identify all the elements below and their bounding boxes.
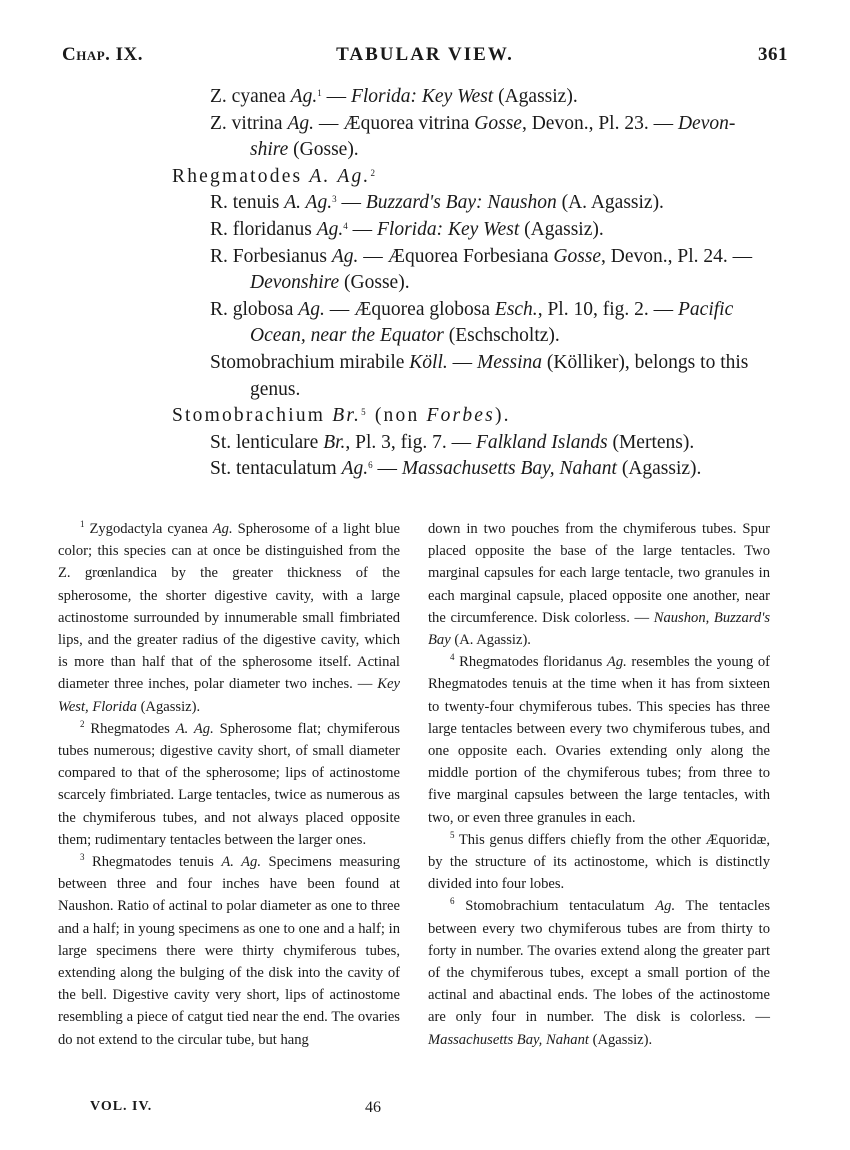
species-entry [210, 430, 694, 456]
text-run: (Gosse). [288, 139, 359, 161]
text-run: down in two pouches from the chymiferous tubes. Spur placed opposite the base of the large tentacles. Two marginal capsules for each large tentacle, two granules in each marginal capsule, placed opposite one another, near the circumference. Disk colorless. — [428, 521, 770, 626]
text-run: — [447, 352, 478, 373]
footnote-marker: 2 [370, 167, 378, 178]
italic-text: Naushon, Buzzard's Bay [428, 609, 771, 649]
text-run: R. Forbesianus [210, 245, 332, 267]
footnote-marker: 3 [80, 852, 85, 863]
italic-text: Gosse [474, 112, 522, 134]
italic-text: Ag. [298, 298, 325, 320]
italic-text: Ag. [606, 654, 627, 671]
footnote-marker: 2 [80, 718, 85, 729]
footnote [58, 518, 400, 718]
text-run: Specimens measuring between three and four inches have been found at Naushon. Ratio of actinal to polar diameter as one to three and a half; in young specimens as one to one and a half; in large specimens there were thirty chymiferous tubes, extending along the bulging of the disk into the cavity of the bell. Digestive cavity very short, lips of actinostome resembling a piece of catgut tied near the end. The ovaries do not extend to the circular tube, but hang [58, 854, 401, 1048]
italic-text: Key West, Florida [58, 676, 400, 715]
text-run: , Pl. 3, fig. 7. — [345, 431, 476, 453]
species-entry [210, 84, 578, 110]
footnote [58, 851, 400, 1051]
text-run: R. globosa [210, 298, 299, 320]
footnote-marker: 6 [368, 460, 373, 471]
genus-heading [172, 403, 511, 429]
footnote [428, 651, 770, 829]
text-run: (A. Agassiz). [450, 632, 531, 649]
species-entry [250, 323, 560, 349]
species-entry [210, 456, 701, 482]
text-run: This genus differs chiefly from the other Æquoridæ, by the structure of its actinostome, which is distinctly divided into four lobes. [428, 831, 770, 893]
italic-text: shire [250, 139, 289, 161]
italic-text: Massachusetts Bay, Nahant [428, 1031, 589, 1048]
italic-text: Esch. [494, 298, 538, 320]
text-run: Rhegmatodes floridanus [454, 654, 607, 671]
text-run: (non [367, 405, 427, 427]
text-run: — [347, 219, 377, 240]
footnote-marker: 5 [450, 829, 455, 840]
text-run: Stomobrachium [172, 405, 333, 427]
text-run: — Æquorea Forbesiana [358, 245, 554, 267]
italic-text: Florida: Key West [377, 219, 520, 240]
text-run: — [321, 86, 351, 107]
text-run: genus. [250, 378, 301, 400]
genus-heading [172, 164, 377, 190]
footnotes-right-column [428, 518, 770, 1051]
italic-text: A. Ag. [309, 165, 371, 187]
italic-text: Buzzard's Bay: Naushon [365, 192, 557, 214]
text-run: (Agassiz). [136, 698, 201, 715]
footnote [58, 718, 400, 851]
italic-text: Br. [332, 405, 362, 427]
text-run: resembles the young of Rhegmatodes tenuis at the time when it has from sixteen to twenty-four chymiferous tubes. This species has three large tentacles between every two chymiferous tubes, and one opposite each. Ovaries extending only along the middle portion of the chymiferous tubes; from three to five marginal capsules between the large tentacles, with two, or even three granules in each. [428, 654, 770, 826]
species-entry [210, 111, 735, 137]
italic-text: A. Ag. [284, 192, 333, 214]
species-entry [210, 297, 733, 323]
italic-text: Ag. [331, 245, 359, 267]
text-run: , Devon., Pl. 23. — [521, 112, 678, 134]
italic-text: Messina [477, 352, 543, 373]
italic-text: Forbes [426, 405, 495, 427]
italic-text: Pacific [678, 298, 734, 320]
text-run: — [336, 192, 366, 214]
text-run: , Pl. 10, fig. 2. — [537, 298, 678, 320]
text-run: Z. cyanea [210, 86, 291, 107]
italic-text: Ag. [212, 521, 233, 537]
text-run: Rhegmatodes [84, 720, 176, 737]
text-run: ). [494, 405, 511, 427]
text-run: Zygodactyla cyanea [84, 521, 213, 537]
italic-text: Falkland Islands [475, 431, 608, 453]
footnote-marker: 3 [332, 194, 337, 205]
italic-text: Gosse [553, 245, 602, 267]
footnote [428, 518, 770, 651]
signature-mark: 46 [365, 1099, 381, 1116]
italic-text: Ag. [290, 86, 318, 107]
text-run: (Agassiz). [519, 219, 604, 240]
text-run: R. floridanus [210, 219, 317, 240]
page-number: 361 [758, 44, 788, 65]
text-run: (Gosse). [339, 272, 410, 294]
text-run: (Mertens). [607, 431, 695, 453]
italic-text: Devonshire [250, 272, 340, 294]
species-entry [210, 244, 752, 270]
text-run: Z. vitrina [210, 112, 288, 134]
italic-text: Ocean, near the Equator [250, 325, 444, 347]
footnote-marker: 1 [80, 519, 85, 529]
italic-text: Devon- [677, 112, 736, 134]
text-run: — [372, 458, 402, 480]
text-run: (Agassiz). [493, 86, 578, 107]
footnote-marker: 1 [317, 88, 322, 98]
species-entry [250, 137, 359, 163]
text-run: (A. Agassiz). [556, 192, 664, 214]
species-entry [210, 217, 604, 243]
volume-label: VOL. IV. [90, 1099, 153, 1114]
italic-text: Köll. [409, 352, 448, 373]
species-entry [250, 377, 300, 403]
text-run: Stomobrachium mirabile [210, 352, 410, 373]
italic-text: A. Ag. [175, 720, 214, 737]
text-run: Spherosome flat; chymiferous tubes numerous; digestive cavity short, of small diameter compared to that of the spherosome; lips of actinostome scarcely fimbriated. Large tentacles, twice as numerous as the chymiferous tubes, and not always placed opposite them; rudimentary tentacles between the larger ones. [58, 720, 400, 848]
species-entry [210, 350, 748, 376]
chapter-label: Chap. IX. [62, 44, 144, 65]
italic-text: Ag. [287, 112, 314, 134]
text-run: (Eschscholtz). [443, 325, 560, 347]
species-entry [210, 190, 664, 216]
italic-text: Ag. [341, 458, 369, 480]
text-run: , Devon., Pl. 24. — [601, 245, 753, 267]
text-run: Rhegmatodes [172, 165, 310, 187]
text-run: St. tentaculatum [210, 458, 342, 480]
text-run: (Agassiz). [616, 458, 702, 480]
footnotes-left-column [58, 518, 400, 1051]
text-run: Spherosome of a light blue color; this species can at once be distinguished from the Z. grœnlandica by the greater thickness of the spherosome, the shorter digestive cavity, with a large actinostome surrounded by innumerable small fimbriated lips, and the greater radius of the digestive cavity, which is more than half that of the spherosome itself. Actinal diameter three inches, polar diameter two inches. — [58, 521, 400, 693]
italic-text: Florida: Key West [350, 86, 494, 107]
footnote-marker: 4 [450, 652, 455, 663]
text-run: (Agassiz). [588, 1031, 653, 1048]
species-entry [250, 270, 410, 296]
text-run: — Æquorea globosa [324, 298, 495, 320]
footnote-marker: 6 [450, 896, 455, 907]
text-run: St. lenticulare [210, 431, 324, 453]
italic-text: Ag. [655, 898, 676, 915]
italic-text: Ag. [316, 219, 344, 240]
text-run: The tentacles between every two chymiferous tubes are from thirty to forty in number. The ovaries extend along the greater part of the chymiferous tubes, except a small portion of the actinal and abactinal ends. The lobes of the actinostome are only four in number. The disk is colorless. — [428, 898, 770, 1026]
text-run: — Æquorea vitrina [314, 112, 475, 134]
footnote [428, 829, 770, 896]
italic-text: A. Ag. [221, 854, 261, 871]
text-run: (Kölliker), belongs to this [542, 352, 749, 373]
footnote-marker: 5 [361, 407, 368, 418]
text-run: R. tenuis [210, 192, 285, 214]
italic-text: Massachusetts Bay, Nahant [401, 458, 617, 480]
footnote [428, 895, 770, 1050]
footnote-marker: 4 [343, 221, 348, 231]
italic-text: Br. [323, 431, 346, 453]
running-title: TABULAR VIEW. [336, 44, 514, 65]
text-run: Stomobrachium tentaculatum [454, 898, 656, 915]
text-run: Rhegmatodes tenuis [84, 854, 222, 871]
